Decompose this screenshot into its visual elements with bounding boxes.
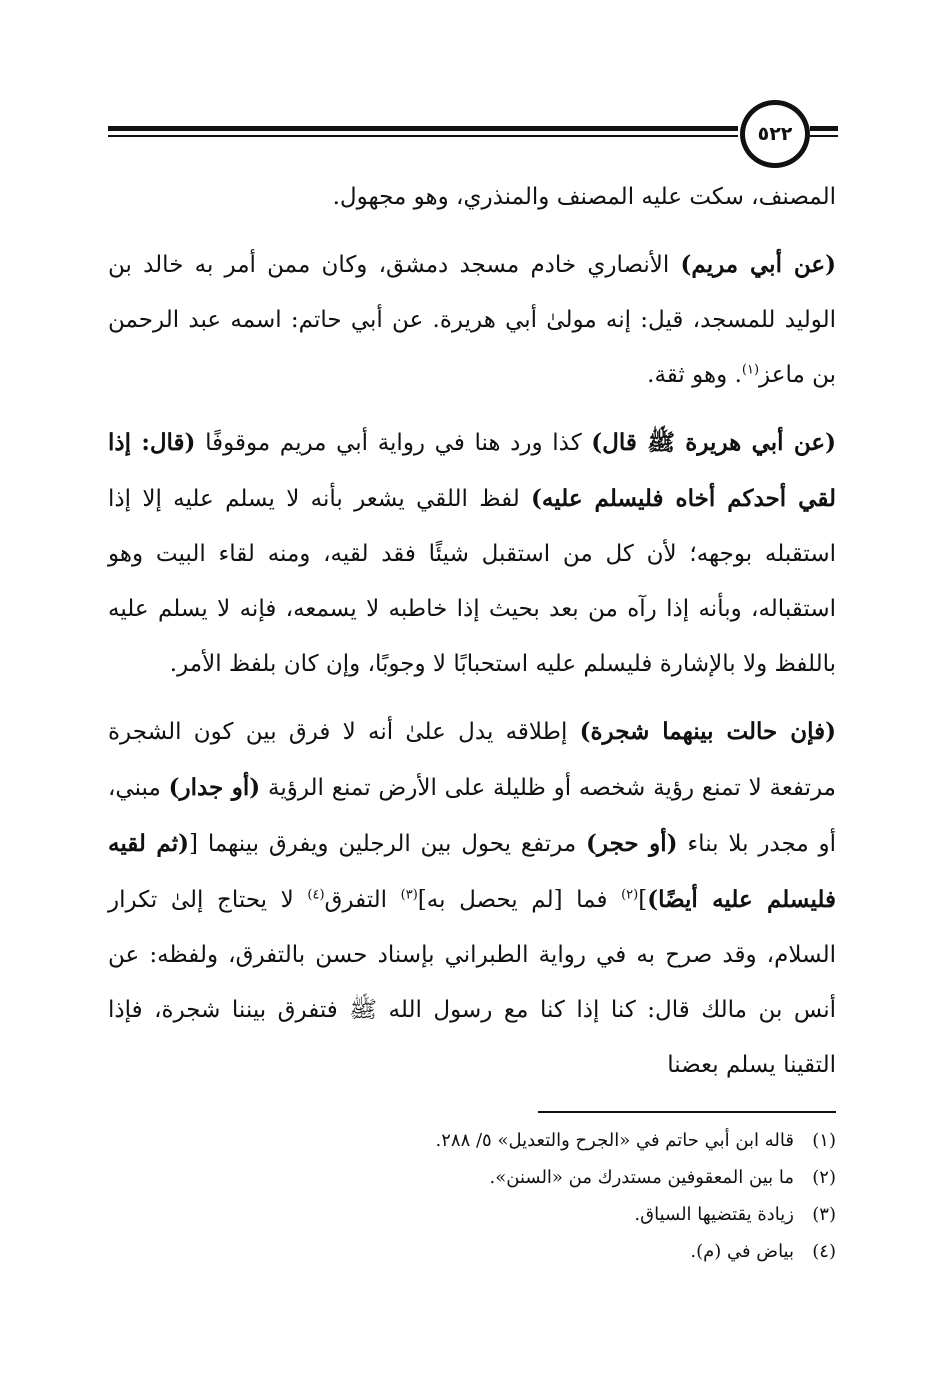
footnote-number: (٤)	[812, 1241, 836, 1262]
footnotes	[108, 1122, 836, 1270]
main-text	[108, 170, 836, 1105]
commentary-text: إطلاقه يدل علىٰ أنه لا فرق بين كون الشجرة مرتفعة لا تمنع رؤية شخصه أو ظليلة على الأرض تمنع الرؤية	[108, 719, 836, 801]
commentary-text: الأنصاري خادم مسجد دمشق، وكان ممن أمر به خالد بن الوليد للمسجد، قيل: إنه مولىٰ أبي هريرة. عن أبي حاتم: اسمه عبد الرحمن بن ماعز	[108, 252, 836, 388]
page-number: ٥٢٢	[757, 123, 793, 145]
footnote-text: بياض في (م).	[690, 1241, 794, 1262]
page-number-badge	[740, 100, 810, 168]
commentary-text: . وهو ثقة.	[647, 362, 742, 388]
commentary-text: المصنف، سكت عليه المصنف والمنذري، وهو مجهول.	[332, 184, 836, 210]
quoted-hadith-text: (أو حجر)	[586, 830, 678, 857]
commentary-text: لا يحتاج إلىٰ تكرار السلام، وقد صرح به في رواية الطبراني بإسناد حسن بالتفرق، ولفظه: عن أنس بن مالك قال: كنا إذا كنا مع رسول الله ﷺ فتفرق بيننا شجرة، فإذا التقينا يسلم بعضنا	[108, 887, 836, 1078]
footnote-text: ما بين المعقوفين مستدرك من «السنن».	[489, 1167, 794, 1188]
commentary-text: التفرق	[324, 887, 401, 913]
header-rule-tail-thick	[810, 126, 838, 131]
quoted-hadith-text: (عن أبي مريم)	[680, 251, 836, 278]
footnote-number: (١)	[812, 1130, 836, 1151]
footnote-marker[interactable]: (٢)	[621, 887, 639, 903]
page-header	[108, 98, 838, 168]
footnote-marker[interactable]: (٤)	[307, 887, 325, 903]
quoted-hadith-text: (عن أبي هريرة ﷺ قال)	[591, 429, 836, 456]
paragraph	[108, 415, 836, 692]
commentary-text: مرتفع يحول بين الرجلين ويفرق بينهما [	[189, 831, 586, 857]
quoted-hadith-text: (قال: إذا لقي أحدكم أخاه فليسلم عليه)	[108, 429, 836, 512]
footnote-marker[interactable]: (١)	[741, 362, 760, 378]
paragraph	[108, 704, 836, 1093]
footnote-item	[108, 1233, 836, 1270]
commentary-text: مبني، أو مجدر بلا بناء	[108, 775, 836, 857]
header-rule-thick	[108, 126, 738, 131]
quoted-hadith-text: (أو جدار)	[168, 774, 261, 801]
footnote-item	[108, 1159, 836, 1196]
footnote-text: قاله ابن أبي حاتم في «الجرح والتعديل» ٥/ ٢٨٨.	[435, 1130, 794, 1151]
footnote-divider	[538, 1111, 836, 1113]
quoted-hadith-text: (فإن حالت بينهما شجرة)	[579, 718, 836, 745]
paragraph	[108, 237, 836, 403]
commentary-text: كذا ورد هنا في رواية أبي مريم موقوفًا	[195, 430, 592, 456]
commentary-text: ]	[638, 887, 648, 913]
commentary-text: لفظ اللقي يشعر بأنه لا يسلم عليه إلا إذا استقبله بوجهه؛ لأن كل من استقبل شيئًا فقد لقيه، ومنه لقاء البيت وهو استقباله، وبأنه إذا رآه من بعد بحيث إذا خاطبه لا يسمعه، فإنه لا يسلم عليه باللفظ ولا بالإشارة فليسلم عليه استحبابًا لا وجوبًا، وإن كان بلفظ الأمر.	[108, 486, 836, 677]
header-rule-thin	[108, 135, 738, 137]
footnote-marker[interactable]: (٣)	[400, 887, 418, 903]
quoted-hadith-text: (ثم لقيه فليسلم عليه أيضًا)	[108, 830, 836, 913]
footnote-item	[108, 1196, 836, 1233]
commentary-text: فما [لم يحصل به]	[417, 887, 622, 913]
header-rule-tail-thin	[810, 135, 838, 137]
footnote-text: زيادة يقتضيها السياق.	[634, 1204, 794, 1225]
footnote-item	[108, 1122, 836, 1159]
paragraph	[108, 170, 836, 225]
footnote-number: (٣)	[812, 1204, 836, 1225]
footnote-number: (٢)	[812, 1167, 836, 1188]
